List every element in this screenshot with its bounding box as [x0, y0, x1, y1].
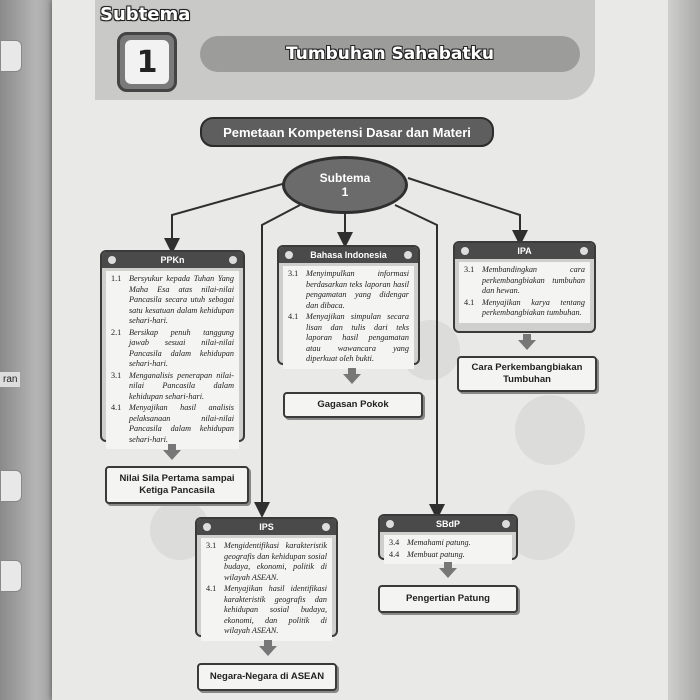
- page-title: Tumbuhan Sahabatku: [286, 44, 494, 64]
- ipa-title: IPA: [517, 246, 532, 256]
- center-subtema-oval: [282, 156, 408, 214]
- ipa-card: [453, 241, 596, 333]
- list-item: 1.1 Bersyukur kepada Tuhan Yang Maha Esa atas nilai-nilai Pancasila secara utuh sebagai satu kesatuan dalam kehidupan sehari-hari.: [111, 274, 234, 325]
- list-item: 3.1 Membandingkan cara perkembangbiakan tumbuhan dan hewan.: [464, 265, 585, 295]
- list-item: 4.1 Menyajikan karya tentang perkembangbiakan tumbuhan.: [464, 297, 585, 317]
- sbdp-list: [384, 535, 512, 564]
- ipa-card-header: [455, 243, 594, 259]
- ips-card-header: [197, 519, 336, 535]
- ipa-result: Cara Perkembangbiakan Tumbuhan: [457, 356, 597, 392]
- list-item: 3.4 Memahami patung.: [389, 538, 471, 547]
- list-item: 3.1 Menganalisis penerapan nilai-nilai Pancasila dalam kehidupan sehari-hari.: [111, 370, 234, 401]
- list-item: 4.1 Menyajikan hasil identifikasi karakteristik geografis dan kehidupan sosial budaya, ekonomi, dan politik di wilayah ASEAN.: [206, 584, 327, 635]
- center-label: Subtema: [319, 170, 371, 185]
- sbdp-title: SBdP: [435, 519, 460, 529]
- ips-title: IPS: [259, 522, 274, 532]
- bindo-result: Gagasan Pokok: [283, 392, 423, 418]
- list-item: 3.1 Menyimpulkan informasi berdasarkan teks laporan hasil pengamatan yang didengar dan dibaca.: [288, 269, 409, 310]
- dot-icon: [285, 251, 293, 259]
- ppkn-list: [106, 271, 239, 449]
- list-item: 2.1 Bersikap penuh tanggung jawab sesuai nilai-nilai Pancasila dalam kehidupan sehari-hari.: [111, 327, 234, 368]
- dot-icon: [502, 520, 510, 528]
- ips-card: [195, 517, 338, 637]
- bindo-card: [277, 245, 420, 365]
- down-arrow-icon: [518, 340, 536, 350]
- dot-icon: [580, 247, 588, 255]
- dot-icon: [108, 256, 116, 264]
- ppkn-title: PPKn: [160, 255, 185, 265]
- list-item: 4.1 Menyajikan hasil analisis pelaksanaan nilai-nilai Pancasila dalam kehidupan sehari-hari.: [111, 403, 234, 444]
- sbdp-card-header: [380, 516, 516, 532]
- dot-icon: [404, 251, 412, 259]
- center-number: 1: [341, 185, 349, 199]
- bindo-card-header: [279, 247, 418, 263]
- down-arrow-icon: [163, 450, 181, 460]
- down-arrow-icon: [343, 374, 361, 384]
- list-item: 4.4 Membuat patung.: [389, 549, 465, 559]
- list-item: 4.1 Menyajikan simpulan secara lisan dan tulis dari teks laporan hasil pengamatan atau wawancara yang diperkuat oleh bukti.: [288, 312, 409, 363]
- down-arrow-icon: [259, 646, 277, 656]
- subtema-number: 1: [125, 40, 169, 84]
- sbdp-result: Pengertian Patung: [378, 585, 518, 613]
- dot-icon: [229, 256, 237, 264]
- bindo-title: Bahasa Indonesia: [310, 250, 387, 260]
- ppkn-result: Nilai Sila Pertama sampai Ketiga Pancasila: [105, 466, 249, 504]
- ppkn-card-header: [102, 252, 243, 268]
- dot-icon: [386, 520, 394, 528]
- subtema-label: Subtema: [100, 4, 191, 25]
- dot-icon: [322, 523, 330, 531]
- bindo-list: [283, 266, 414, 369]
- ips-list: [201, 538, 332, 641]
- dot-icon: [461, 247, 469, 255]
- down-arrow-icon: [439, 568, 457, 578]
- ips-result: Negara-Negara di ASEAN: [197, 663, 337, 691]
- left-page-text: ran: [0, 372, 20, 387]
- map-heading: Pemetaan Kompetensi Dasar dan Materi: [200, 117, 494, 147]
- sbdp-card: [378, 514, 518, 560]
- list-item: 3.1 Mengidentifikasi karakteristik geografis dan kehidupan sosial budaya, ekonomi, politik di wilayah ASEAN.: [206, 541, 327, 582]
- ipa-list: [459, 262, 590, 323]
- ppkn-card: [100, 250, 245, 442]
- dot-icon: [203, 523, 211, 531]
